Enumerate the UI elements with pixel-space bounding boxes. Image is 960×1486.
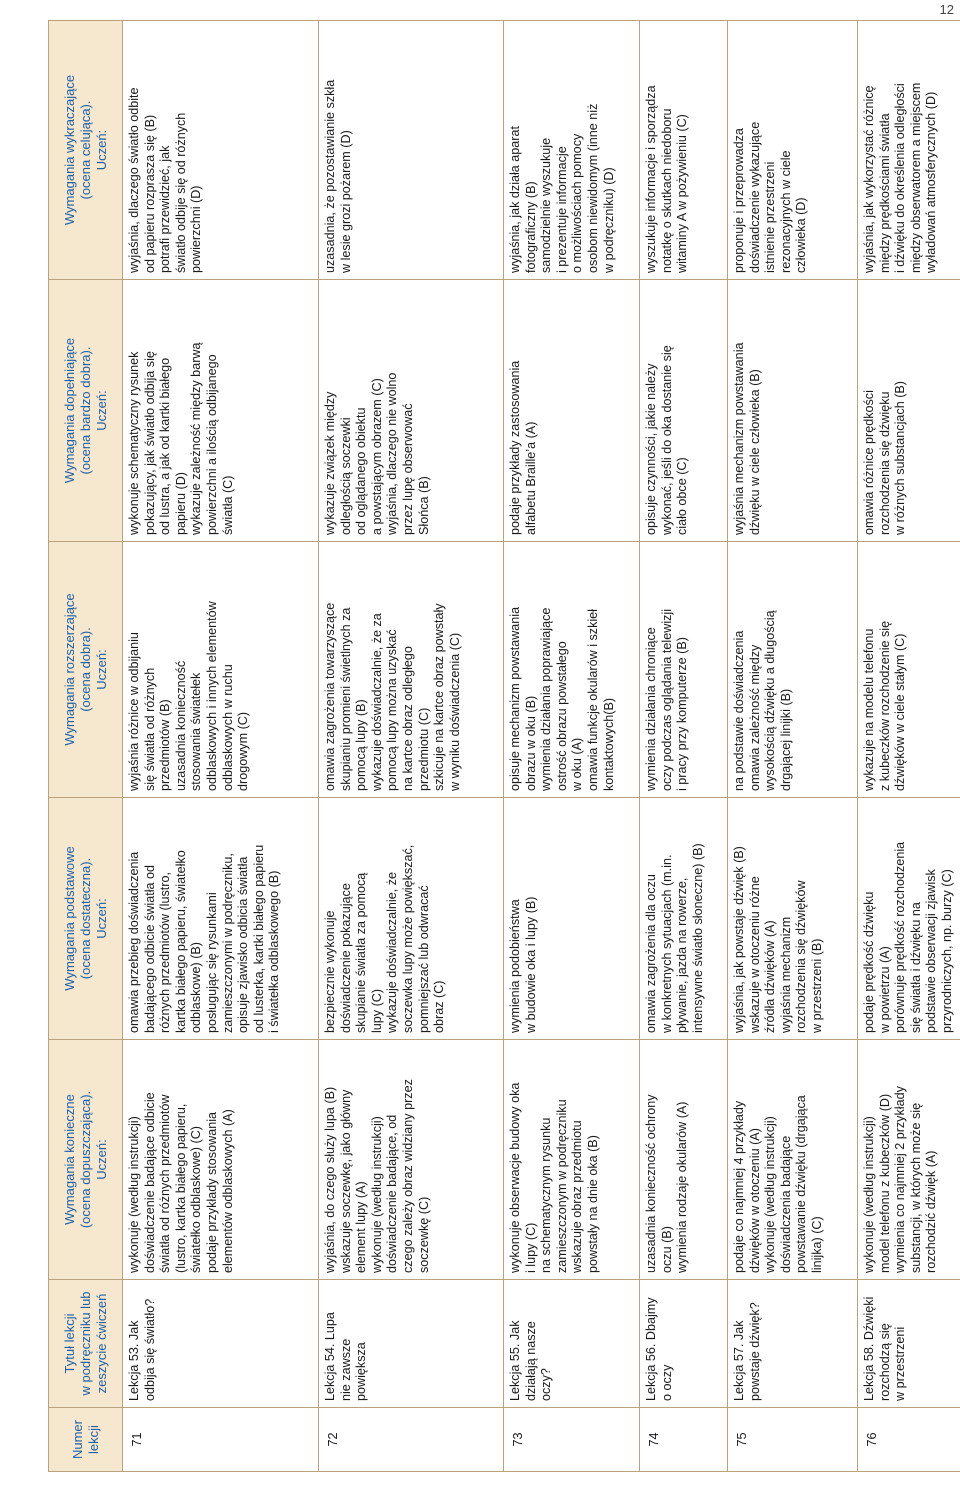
requirements-exceeding: wyjaśnia, dlaczego światło odbite od papieru rozprasza się (B) potrafi przewidzieć, jak światło odbije się od różnych powierzchni (D) [123,21,319,280]
requirements-extended: opisuje mechanizm powstawania obrazu w oku (B) wymienia działania poprawiające ostrość obrazu powstałego w oku (A) omawia funkcje okularów i szkieł kontaktowych(B) [504,542,640,798]
header-row [49,21,123,1472]
requirements-basic: wyjaśnia, jak powstaje dźwięk (B) wskazuje w otoczeniu różne źródła dźwięków (A) wyjaśnia mechanizm rozchodzenia się dźwięków w przestrzeni (B) [728,798,858,1040]
lesson-number: 74 [640,1408,728,1472]
requirements-extended: wyjaśnia różnice w odbijaniu się światła od różnych przedmiotów (B) uzasadnia konieczność stosowania światełek odblaskowych i innych elementów odblaskowych w ruchu drogowym (C) [123,542,319,798]
requirements-exceeding: wyjaśnia, jak wykorzystać różnicę między prędkościami światła i dźwięku do określenia odległości między obserwatorem a miejscem wyładowań atmosferycznych (D) [858,21,960,280]
requirements-table [48,20,960,1472]
header-requirements-extended: Wymagania rozszerzające (ocena dobra). Uczeń: [49,542,123,798]
table-row [504,21,640,1472]
requirements-complementary: omawia różnice prędkości rozchodzenia się dźwięku w różnych substancjach (B) [858,280,960,542]
requirements-necessary: uzasadnia konieczność ochrony oczu (B) wymienia rodzaje okularów (A) [640,1040,728,1280]
page-number: 12 [939,2,954,17]
requirements-exceeding: wyjaśnia, jak działa aparat fotograficzny (B) samodzielnie wyszukuje i prezentuje informacje o możliwościach pomocy osobom niewidomym (inne niż w podręczniku) (D) [504,21,640,280]
requirements-complementary: opisuje czynności, jakie należy wykonać, jeśli do oka dostanie się ciało obce (C) [640,280,728,542]
header-lesson-title: Tytuł lekcji w podręczniku lub zeszycie ćwiczeń [49,1280,123,1408]
requirements-complementary: wyjaśnia mechanizm powstawania dźwięku w ciele człowieka (B) [728,280,858,542]
requirements-table-rotated [48,21,954,1472]
lesson-number: 71 [123,1408,319,1472]
requirements-complementary: podaje przykłady zastosowania alfabetu Braille’a (A) [504,280,640,542]
lesson-title: Lekcja 57. Jak powstaje dźwięk? [728,1280,858,1408]
header-requirements-exceeding: Wymagania wykraczające (ocena celująca). Uczeń: [49,21,123,280]
requirements-necessary: podaje co najmniej 4 przykłady dźwięków w otoczeniu (A) wykonuje (według instrukcji) doświadczenia badające powstawanie dźwięku (drgająca linijka) (C) [728,1040,858,1280]
header-requirements-complementary: Wymagania dopełniające (ocena bardzo dobra). Uczeń: [49,280,123,542]
header-lesson-number: Numer lekcji [49,1408,123,1472]
requirements-exceeding: proponuje i przeprowadza doświadczenie wykazujące istnienie przestrzeni rezonacyjnych w ciele człowieka (D) [728,21,858,280]
header-requirements-necessary: Wymagania konieczne (ocena dopuszczająca). Uczeń: [49,1040,123,1280]
table-row [319,21,504,1472]
lesson-number: 73 [504,1408,640,1472]
requirements-basic: wymienia podobieństwa w budowie oka i lupy (B) [504,798,640,1040]
requirements-extended: wykazuje na modelu telefonu z kubeczków rozchodzenie się dźwięków w ciele stałym (C) [858,542,960,798]
lesson-title: Lekcja 53. Jak odbija się światło? [123,1280,319,1408]
requirements-complementary: wykazuje związek między odległością soczewki od oglądanego obiektu a powstającym obrazem (C) wyjaśnia, dlaczego nie wolno przez lupę obserwować Słońca (B) [319,280,504,542]
requirements-necessary: wykonuje obserwacje budowy oka i lupy (C) na schematycznym rysunku zamieszczonym w podręczniku wskazuje obraz przedmiotu powstały na dnie oka (B) [504,1040,640,1280]
table-row [858,21,960,1472]
table-row [728,21,858,1472]
requirements-basic: omawia przebieg doświadczenia badającego odbicie światła od różnych przedmiotów (lustro, kartka białego papieru, światełko odblaskowe) (B) posługując się rysunkami zamieszczonymi w podręczniku, opisuje zjawisko odbicia światła od lusterka, kartki białego papieru i światełka odblaskowego (B) [123,798,319,1040]
lesson-number: 72 [319,1408,504,1472]
requirements-necessary: wykonuje (według instrukcji) model telefonu z kubeczków (D) wymienia co najmniej 2 przykłady substancji, w których może się rozchodzić dźwięk (A) [858,1040,960,1280]
requirements-complementary: wykonuje schematyczny rysunek pokazujący, jak światło odbija się od lustra, a jak od kartki białego papieru (D) wykazuje zależność między barwą powierzchni a ilością odbijanego światła (C) [123,280,319,542]
requirements-basic: bezpiecznie wykonuje doświadczenie pokazujące skupianie światła za pomocą lupy (C) wykazuje doświadczalnie, że soczewka lupy może powiększać, pomniejszać lub odwracać obraz (C) [319,798,504,1040]
requirements-necessary: wykonuje (według instrukcji) doświadczenie badające odbicie światła od różnych przedmiotów (lustro, kartka białego papieru, światełko odblaskowe) (C) podaje przykłady stosowania elementów odblaskowych (A) [123,1040,319,1280]
lesson-title: Lekcja 54. Lupa nie zawsze powiększa [319,1280,504,1408]
requirements-extended: na podstawie doświadczenia omawia zależność między wysokością dźwięku a długością drgającej linijki (B) [728,542,858,798]
lesson-title: Lekcja 55. Jak działają nasze oczy? [504,1280,640,1408]
requirements-extended: wymienia działania chroniące oczy podczas oglądania telewizji i pracy przy komputerze (B) [640,542,728,798]
table-row [123,21,319,1472]
lesson-number: 75 [728,1408,858,1472]
requirements-extended: omawia zagrożenia towarzyszące skupianiu promieni świetlnych za pomocą lupy (B) wykazuje doświadczalnie, że za pomocą lupy można uzyskać na kartce obraz odległego przedmiotu (C) szkicuje na kartce obraz powstały w wyniku doświadczenia (C) [319,542,504,798]
header-requirements-basic: Wymagania podstawowe (ocena dostateczna). Uczeń: [49,798,123,1040]
requirements-basic: omawia zagrożenia dla oczu w konkretnych sytuacjach (m.in. pływanie, jazda na rowerze, intensywne światło słoneczne) (B) [640,798,728,1040]
lesson-title: Lekcja 58. Dźwięki rozchodzą się w przestrzeni [858,1280,960,1408]
lesson-number: 76 [858,1408,960,1472]
requirements-exceeding: uzasadnia, że pozostawianie szkła w lesie grozi pożarem (D) [319,21,504,280]
table-row [640,21,728,1472]
requirements-basic: podaje prędkość dźwięku w powietrzu (A) porównuje prędkość rozchodzenia się światła i dźwięku na podstawie obserwacji zjawisk przyrodniczych, np. burzy (C) [858,798,960,1040]
lesson-title: Lekcja 56. Dbajmy o oczy [640,1280,728,1408]
requirements-exceeding: wyszukuje informacje i sporządza notatkę o skutkach niedoboru witaminy A w pożywieniu (C) [640,21,728,280]
requirements-necessary: wyjaśnia, do czego służy lupa (B) wskazuje soczewkę, jako główny element lupy (A) wykonuje (według instrukcji) doświadczenie badające, od czego zależy obraz widziany przez soczewkę (C) [319,1040,504,1280]
